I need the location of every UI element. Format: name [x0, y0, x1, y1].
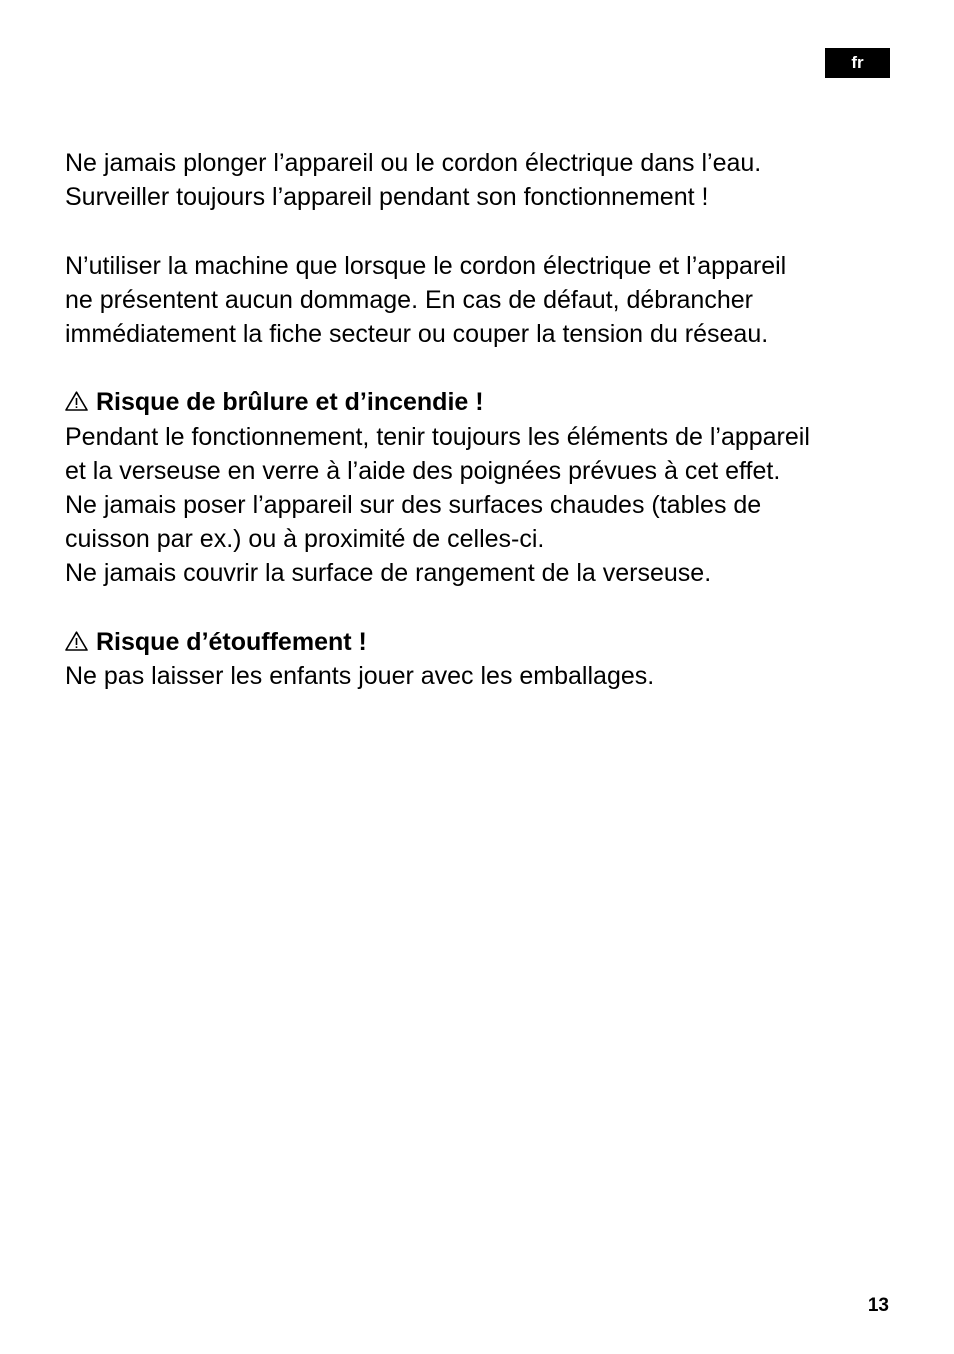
warning-triangle-icon	[65, 391, 88, 411]
text-line: Ne pas laisser les enfants jouer avec les emballages.	[65, 662, 655, 690]
language-tab: fr	[825, 48, 890, 78]
section-heading	[65, 625, 895, 659]
section-heading-text: Risque de brûlure et d’incendie !	[96, 388, 484, 417]
text-line: N’utiliser la machine que lorsque le cordon électrique et l’appareil	[65, 251, 787, 280]
text-line: Ne jamais plonger l’appareil ou le cordon électrique dans l’eau.	[65, 149, 762, 177]
warning-triangle-icon	[65, 631, 88, 651]
section-heading	[65, 385, 895, 419]
section-heading-text: Risque d’étouffement !	[96, 627, 367, 656]
text-line: immédiatement la fiche secteur ou couper la tension du réseau.	[65, 320, 769, 348]
text-line: et la verseuse en verre à l’aide des poignées prévues à cet effet.	[65, 456, 781, 485]
text-line: Ne jamais couvrir la surface de rangement de la verseuse.	[65, 559, 712, 588]
document-body	[65, 146, 895, 727]
paragraph-damage-warning	[65, 249, 895, 352]
section-suffocation-risk	[65, 625, 895, 693]
text-line: cuisson par ex.) ou à proximité de celles-ci.	[65, 525, 545, 554]
text-line: Surveiller toujours l’appareil pendant son fonctionnement !	[65, 183, 709, 212]
text-line: Ne jamais poser l’appareil sur des surfaces chaudes (tables de	[65, 491, 762, 519]
text-line: ne présentent aucun dommage. En cas de défaut, débrancher	[65, 285, 753, 314]
text-line: Pendant le fonctionnement, tenir toujours les éléments de l’appareil	[65, 422, 810, 451]
paragraph-immersion-warning	[65, 146, 895, 214]
page-number: 13	[867, 1295, 889, 1316]
section-burn-fire-risk	[65, 385, 895, 590]
